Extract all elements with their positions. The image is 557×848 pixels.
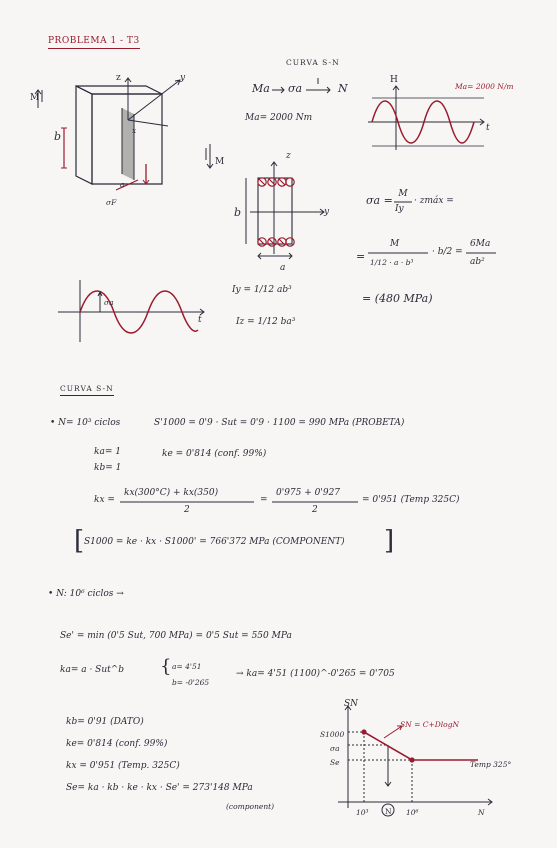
flow-ma: Ma xyxy=(252,82,270,95)
axis-y-label: y xyxy=(180,73,186,83)
ka2-brace: { xyxy=(160,656,172,677)
sn-x-n: N xyxy=(385,807,392,816)
kx-num: kx(300°C) + kx(350) xyxy=(124,488,219,498)
flow-arrows xyxy=(270,84,360,96)
kx-den: 2 xyxy=(184,505,190,515)
kx-eq: kx = xyxy=(94,495,115,505)
sn-sa-label: σa xyxy=(330,744,340,753)
stress-sine-plot xyxy=(56,278,216,346)
sine-sa-label: σa xyxy=(104,298,114,307)
se-note: (component) xyxy=(226,802,275,811)
stress-lhs: σa = xyxy=(366,194,393,207)
s1000-bracket-left: [ xyxy=(74,526,85,556)
se-prime: Se' = min (0'5 Sut, 700 MPa) = 0'5 Sut = 550 MPa xyxy=(60,631,292,641)
kb2: kb= 0'91 (DATO) xyxy=(66,717,144,727)
s1000-bracket-right: ] xyxy=(384,526,395,556)
case1-header: • N= 10³ ciclos xyxy=(50,418,121,428)
x-label: x xyxy=(132,126,137,135)
section-a-label: a xyxy=(280,263,286,273)
ke2: ke= 0'814 (conf. 99%) xyxy=(66,739,168,749)
se-final: Se= ka · kb · ke · kx · Se' = 273'148 MPa xyxy=(66,783,253,793)
stress-frac-den: Iy xyxy=(395,204,404,214)
ka2-a: a= 4'51 xyxy=(172,662,202,671)
kb-1: kb= 1 xyxy=(94,463,122,473)
sn-se-label: Se xyxy=(330,758,340,767)
section-z-label: z xyxy=(286,151,291,161)
kx-bar-1 xyxy=(120,501,254,503)
ma-value: Ma= 2000 Nm xyxy=(245,113,313,123)
sigma-f-label: σF xyxy=(106,198,117,207)
stress-res-num: 6Ma xyxy=(470,239,491,249)
stress-res-den: ab² xyxy=(470,257,485,267)
flow-n: N xyxy=(338,82,348,95)
kx-num2: 0'975 + 0'927 xyxy=(276,488,341,498)
moment-left-label: M xyxy=(30,93,40,103)
ke-1: ke = 0'814 (conf. 99%) xyxy=(162,449,267,459)
inertia-iz: Iz = 1/12 ba³ xyxy=(236,317,296,327)
inertia-iy: Iy = 1/12 ab³ xyxy=(232,285,292,295)
ka2-eq: ka= a · Sut^b xyxy=(60,665,125,675)
kx-bar-2 xyxy=(272,501,358,503)
page-title: PROBLEMA 1 - T3 xyxy=(48,35,140,49)
kx-result: = 0'951 (Temp 325C) xyxy=(362,495,460,505)
sn-s1000-label: S1000 xyxy=(320,730,345,739)
curve-title-top: CURVA S-N xyxy=(286,58,340,67)
stress-line2-bar xyxy=(368,252,428,254)
stress-line2-num: M xyxy=(390,239,400,249)
ka-1: ka= 1 xyxy=(94,447,121,457)
top-sine-h-label: H xyxy=(390,75,398,85)
ka2-b: b= -0'265 xyxy=(172,678,210,687)
sn-x-axis-label: N xyxy=(478,808,485,817)
axis-z-label: z xyxy=(116,73,121,83)
top-sine-t-label: t xyxy=(486,123,490,133)
sn-x-1e6: 10⁶ xyxy=(406,808,419,817)
stress-frac-num: M xyxy=(398,189,408,199)
sn-x-1e3: 10³ xyxy=(356,808,369,817)
stress-line2-den: 1/12 · a · b³ xyxy=(370,258,414,267)
section-y-label: y xyxy=(324,207,330,217)
cross-section xyxy=(236,158,356,268)
sine-t-label: t xyxy=(198,315,202,325)
kx-den2: 2 xyxy=(312,505,318,515)
case1-s1000: S'1000 = 0'9 · Sut = 0'9 · 1100 = 990 MPa (PROBETA) xyxy=(154,418,405,428)
s1000-result: S1000 = ke · kx · S1000' = 766'372 MPa (COMPONENT) xyxy=(84,537,345,547)
stress-result: = (480 MPa) xyxy=(362,292,433,305)
stress-res-bar xyxy=(466,252,496,254)
case2-header: • N: 10⁶ ciclos → xyxy=(48,589,124,599)
sn-temp-label: Temp 325° xyxy=(470,760,512,769)
top-sine-note: Ma= 2000 N/m xyxy=(455,82,514,91)
ka2-result: → ka= 4'51 (1100)^-0'265 = 0'705 xyxy=(236,669,395,679)
top-sine-plot xyxy=(366,84,496,154)
section-title: CURVA S-N xyxy=(60,382,114,396)
eq-sign: = xyxy=(356,250,366,263)
dim-b-label: b xyxy=(54,130,62,143)
stress-line2-mid: · b/2 = xyxy=(432,247,463,257)
dim-a-label: a xyxy=(120,180,125,189)
moment-right-label: M xyxy=(215,157,225,167)
flow-sa: σa xyxy=(288,82,303,95)
sn-y-axis-label: SN xyxy=(344,699,359,709)
section-b-label: b xyxy=(234,206,242,219)
kx2: kx = 0'951 (Temp. 325C) xyxy=(66,761,180,771)
kx-eq2: = xyxy=(260,495,268,505)
sn-curve-label: SN = C+DlogN xyxy=(400,720,460,729)
stress-rhs: · zmáx = xyxy=(414,196,454,206)
